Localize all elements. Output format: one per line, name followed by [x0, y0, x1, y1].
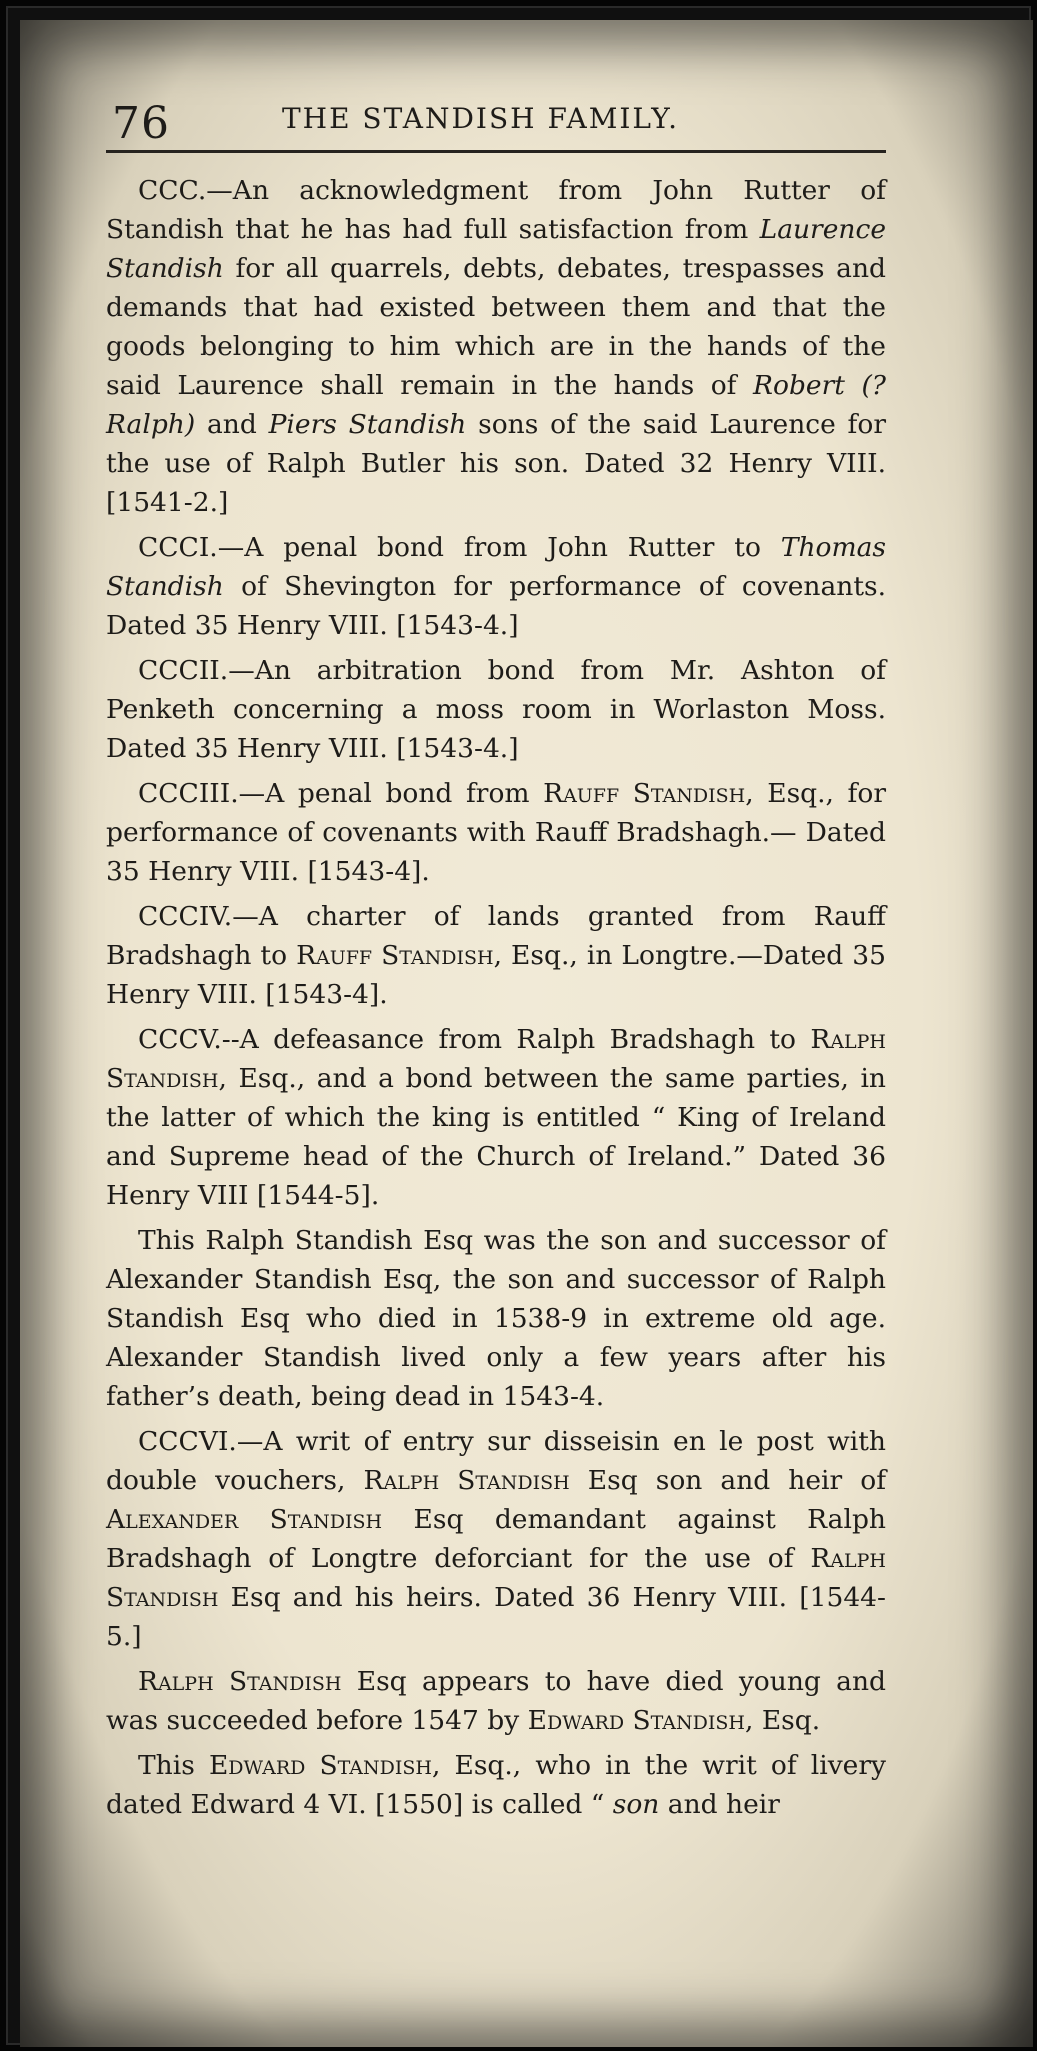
text-run: and heir: [659, 1789, 780, 1820]
small-caps-name: Ralph Standish: [106, 1543, 886, 1613]
text-run: CCC.—An acknowledgment from John Rutter of Standish that he has had full satisfaction from: [106, 175, 886, 245]
paragraph: [106, 774, 886, 891]
small-caps-name: Ralph Standish: [138, 1666, 342, 1697]
text-run: CCCV.--A defeasance from Ralph Bradshagh to: [138, 1024, 811, 1055]
photo-frame: [6, 6, 1031, 2045]
text-run: Esq and his heirs. Dated 36 Henry VIII. [1544-5.]: [106, 1582, 886, 1652]
small-caps-name: Edward Standish: [208, 1750, 432, 1781]
small-caps-name: Rauff Standish: [543, 778, 746, 809]
italic-text: Laurence Standish: [106, 214, 886, 284]
text-run: , Esq., for performance of covenants with Rauff Bradshagh.— Dated 35 Henry VIII. [1543-4].: [106, 778, 886, 887]
paragraph: [106, 1662, 886, 1740]
book-page: [20, 20, 1033, 2047]
text-run: CCCIII.—A penal bond from: [138, 778, 544, 809]
page-header: [106, 80, 886, 153]
text-run: Esq appears to have died young and was succeeded before 1547 by: [106, 1666, 886, 1736]
text-run: and: [195, 409, 269, 440]
page-content: [106, 80, 886, 1830]
text-run: , Esq., who in the writ of livery dated Edward 4 VI. [1550] is called “: [106, 1750, 886, 1820]
running-title: THE STANDISH FAMILY.: [282, 102, 680, 135]
text-run: , Esq., and a bond between the same parties, in the latter of which the king is entitled “ King of Ireland and Supreme head of the Church of Ireland.” Dated 36 Henry VIII [1544-5].: [106, 1063, 886, 1211]
paragraph: [106, 651, 886, 768]
body-text: [106, 171, 886, 1824]
text-run: of Shevington for performance of covenants. Dated 35 Henry VIII. [1543-4.]: [106, 571, 886, 641]
paragraph: [106, 1221, 886, 1416]
text-run: Esq demandant against Ralph Bradshagh of Longtre deforciant for the use of: [106, 1504, 886, 1574]
italic-text: Piers Standish: [268, 409, 467, 440]
paragraph: [106, 1422, 886, 1656]
paragraph: [106, 1746, 886, 1824]
text-run: sons of the said Laurence for the use of Ralph Butler his son. Dated 32 Henry VIII. [1541-2.]: [106, 409, 886, 518]
text-run: CCCVI.—A writ of entry sur disseisin en le post with double vouchers,: [106, 1426, 886, 1496]
paragraph: [106, 1020, 886, 1215]
text-run: Esq son and heir of: [569, 1465, 887, 1496]
small-caps-name: Ralph Standish: [363, 1465, 570, 1496]
small-caps-name: Rauff Standish: [296, 940, 494, 971]
text-run: CCCIV.—A charter of lands granted from Rauff Bradshagh to: [106, 901, 886, 971]
small-caps-name: Edward Standish: [527, 1705, 745, 1736]
text-run: This: [138, 1750, 209, 1781]
page-number: 76: [112, 98, 170, 149]
paragraph: [106, 171, 886, 522]
text-run: , Esq.: [744, 1705, 821, 1736]
text-run: for all quarrels, debts, debates, trespasses and demands that had existed between them and that the goods belonging to him which are in the hands of the said Laurence shall remain in the hands of: [106, 253, 886, 401]
italic-text: Thomas Standish: [106, 532, 886, 602]
text-run: , Esq., in Longtre.—Dated 35 Henry VIII. [1543-4].: [106, 940, 887, 1010]
text-run: CCCI.—A penal bond from John Rutter to: [138, 532, 781, 563]
paragraph: [106, 897, 886, 1014]
text-run: This Ralph Standish Esq was the son and successor of Alexander Standish Esq, the son and successor of Ralph Standish Esq who died in 1538-9 in extreme old age. Alexander Standish lived only a few years after his father’s death, being dead in 1543-4.: [106, 1225, 886, 1412]
paragraph: [106, 528, 886, 645]
text-run: CCCII.—An arbitration bond from Mr. Ashton of Penketh concerning a moss room in Worlaston Moss. Dated 35 Henry VIII. [1543-4.]: [106, 655, 886, 764]
italic-text: son: [612, 1789, 660, 1820]
small-caps-name: Alexander Standish: [106, 1504, 383, 1535]
small-caps-name: Ralph Standish: [106, 1024, 886, 1094]
italic-text: Robert (? Ralph): [106, 370, 886, 440]
